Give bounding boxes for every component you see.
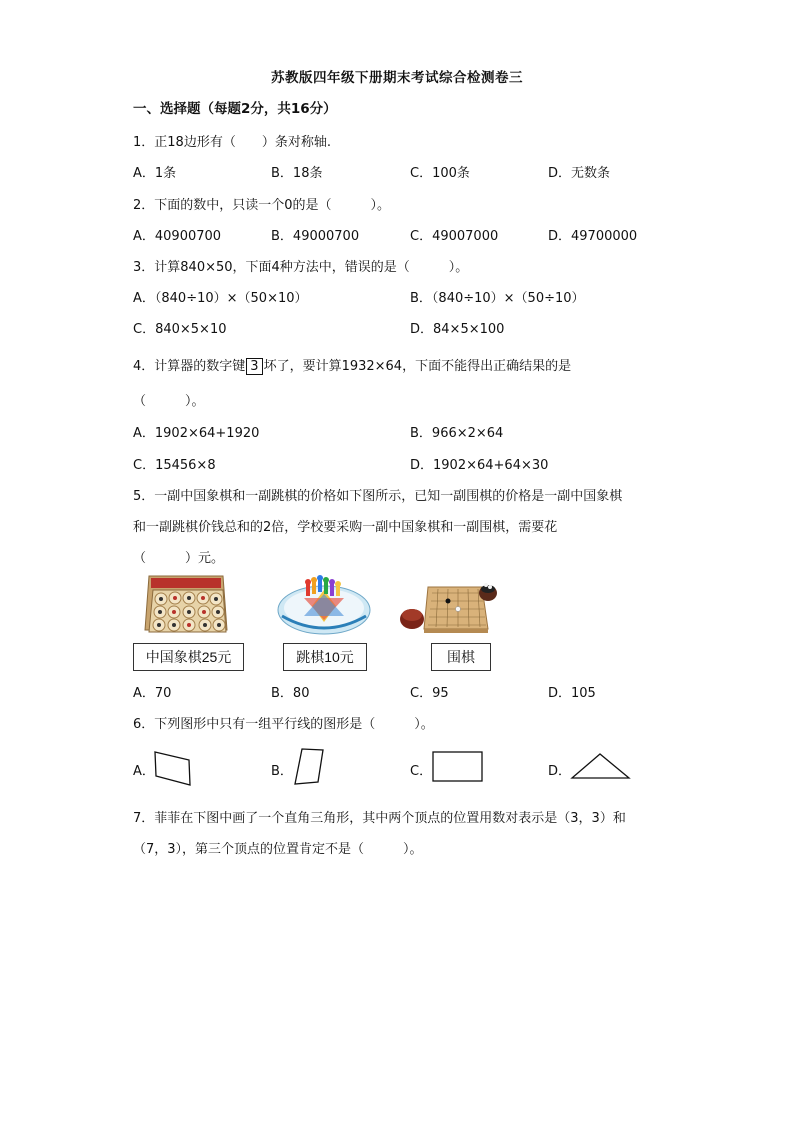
chinese-chess-image — [143, 574, 229, 636]
q3-option-d: D．84×5×100 — [410, 322, 505, 337]
q6-option-b: B． — [271, 764, 293, 779]
go-label: 围棋 — [431, 643, 491, 671]
q6-option-a: A． — [133, 764, 155, 779]
chinese-checkers-price-label: 跳棋10元 — [283, 643, 367, 671]
q6-option-d: D． — [548, 764, 572, 779]
question-2: 2．下面的数中，只读一个0的是（ ）。 — [133, 198, 391, 213]
parallelogram-shape — [152, 748, 194, 788]
page-title: 苏教版四年级下册期末考试综合检测卷三 — [271, 70, 523, 86]
question-5-line2: 和一副跳棋价钱总和的2倍，学校要采购一副中国象棋和一副围棋，需要花 — [133, 520, 558, 535]
q5-option-d: D．105 — [548, 686, 596, 701]
q1-option-d: D．无数条 — [548, 166, 611, 181]
question-5-line1: 5．一副中国象棋和一副跳棋的价格如下图所示，已知一副围棋的价格是一副中国象棋 — [133, 489, 623, 504]
q3-option-a: A．（840÷10）×（50×10） — [133, 291, 308, 306]
chinese-checkers-image — [276, 574, 372, 636]
question-6: 6．下列图形中只有一组平行线的图形是（ ）。 — [133, 717, 434, 732]
q1-option-a: A．1条 — [133, 166, 177, 181]
q1-option-c: C．100条 — [410, 166, 470, 181]
chinese-chess-price-label: 中国象棋25元 — [133, 643, 244, 671]
trapezoid-shape — [292, 746, 328, 788]
go-board-image — [398, 575, 498, 635]
q4-option-b: B．966×2×64 — [410, 426, 504, 441]
question-1: 1．正18边形有（ ）条对称轴. — [133, 135, 331, 150]
q3-option-c: C．840×5×10 — [133, 322, 227, 337]
q5-option-a: A．70 — [133, 686, 172, 701]
question-7-line2: （7，3），第三个顶点的位置肯定不是（ ）。 — [133, 842, 423, 857]
calculator-key-3: 3 — [246, 358, 262, 375]
q2-option-b: B．49000700 — [271, 229, 360, 244]
q1-option-b: B．18条 — [271, 166, 323, 181]
question-7-line1: 7．菲菲在下图中画了一个直角三角形，其中两个顶点的位置用数对表示是（3，3）和 — [133, 811, 626, 826]
question-3: 3．计算840×50，下面4种方法中，错误的是（ ）。 — [133, 260, 469, 275]
q4-option-c: C．15456×8 — [133, 458, 216, 473]
q4-option-a: A．1902×64+1920 — [133, 426, 260, 441]
question-4 — [133, 355, 571, 375]
q6-option-c: C． — [410, 764, 433, 779]
section-heading: 一、选择题（每题2分，共16分） — [133, 101, 337, 117]
q4-blank: （ ）。 — [133, 394, 205, 409]
q5-option-c: C．95 — [410, 686, 449, 701]
q2-option-a: A．40900700 — [133, 229, 222, 244]
q5-option-b: B．80 — [271, 686, 310, 701]
q2-option-c: C．49007000 — [410, 229, 499, 244]
question-5-line3: （ ）元。 — [133, 551, 225, 566]
q4-option-d: D．1902×64+64×30 — [410, 458, 549, 473]
triangle-shape — [570, 751, 632, 781]
q4-text-before: 4．计算器的数字键 — [133, 359, 246, 374]
q2-option-d: D．49700000 — [548, 229, 638, 244]
rectangle-shape — [432, 751, 484, 783]
q4-text-after: 坏了，要计算1932×64，下面不能得出正确结果的是 — [263, 359, 572, 374]
q3-option-b: B．（840÷10）×（50÷10） — [410, 291, 585, 306]
